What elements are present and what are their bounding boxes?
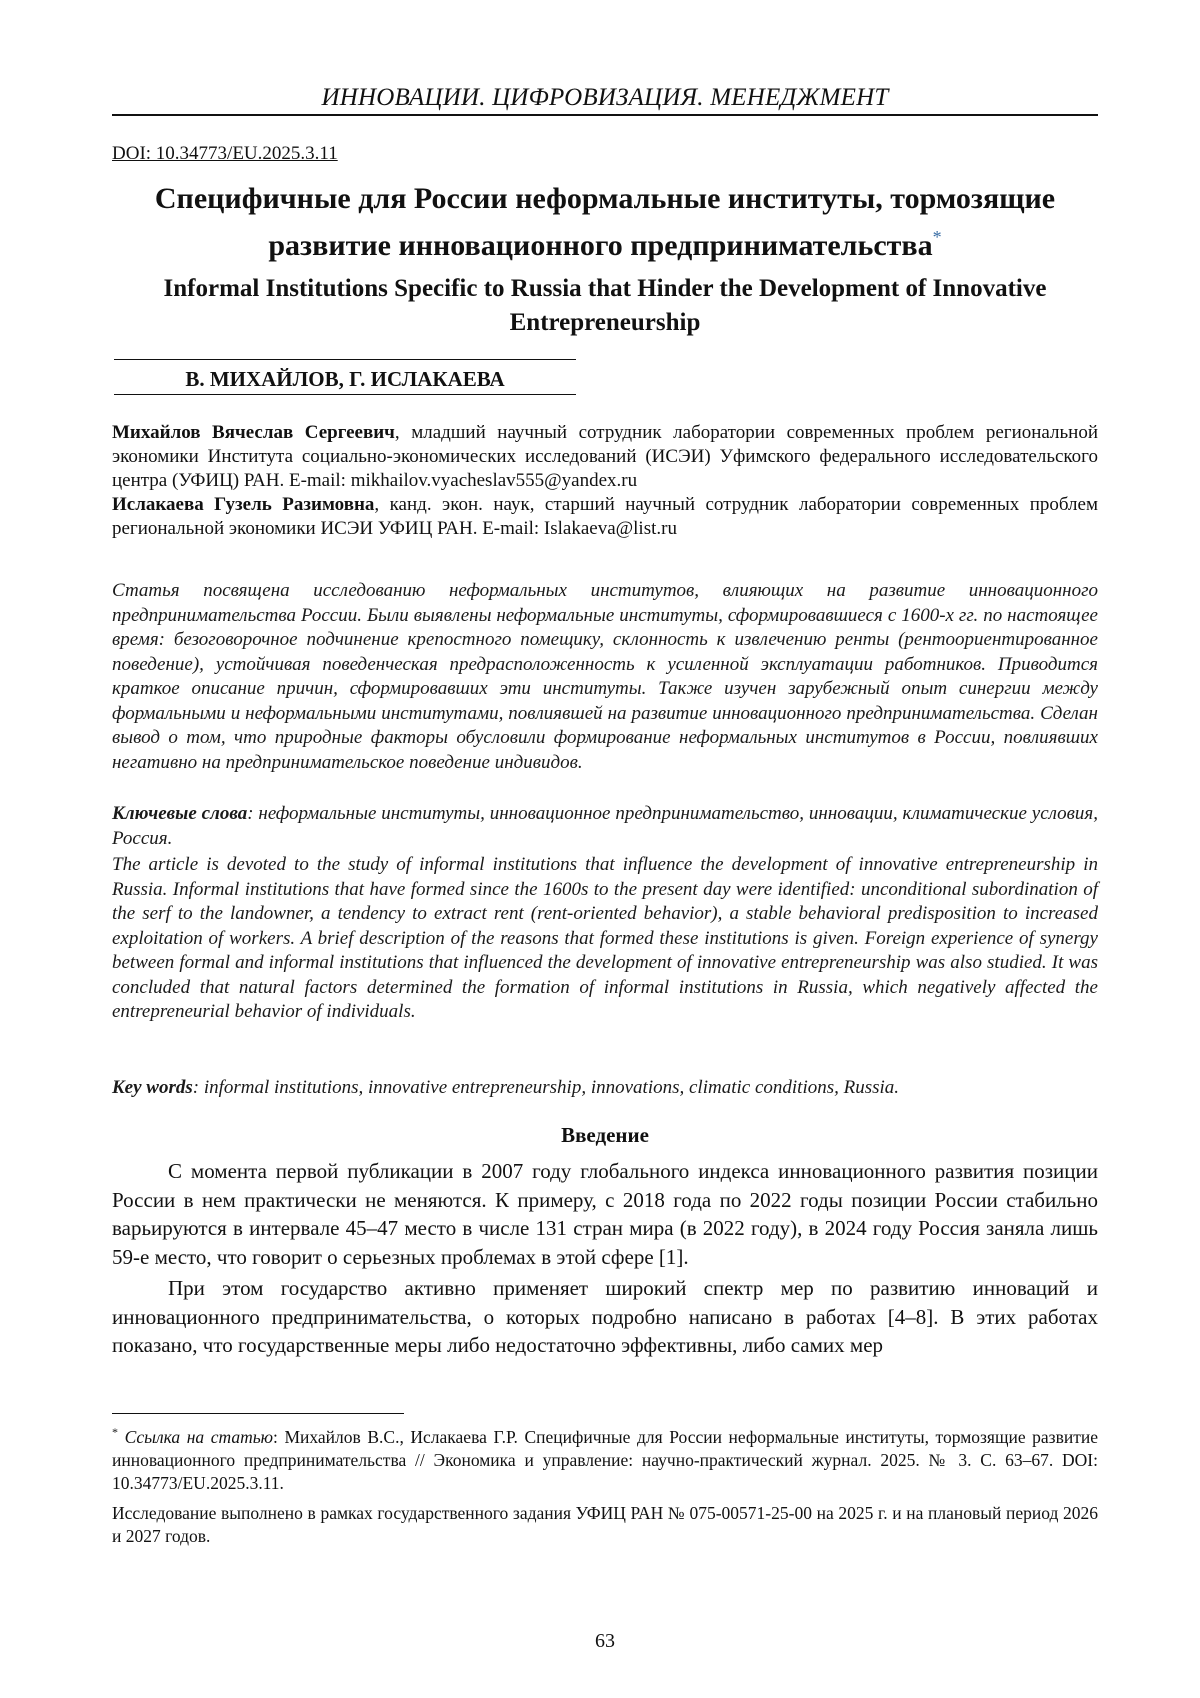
author-name: Михайлов Вячеслав Сергеевич <box>112 422 395 443</box>
title-russian <box>112 180 1098 265</box>
footnote-label: Ссылка на статью <box>124 1427 274 1447</box>
keywords-ru-text: : неформальные институты, инновационное предпринимательство, инновации, климатические условия, Россия. <box>112 803 1098 849</box>
keywords-english <box>112 1076 1098 1101</box>
footnote-mark: * <box>112 1425 118 1439</box>
keywords-en-label: Key words <box>112 1077 193 1098</box>
footnote-rule <box>112 1413 404 1414</box>
affiliation-2 <box>112 493 1098 541</box>
funding-note: Исследование выполнено в рамках государственного задания УФИЦ РАН № 075-00571-25-00 на 2025 г. и на плановый период 2026 и 2027 годов. <box>112 1503 1098 1546</box>
author-details: , младший научный сотрудник лаборатории современных проблем региональной экономики Института социально-экономических исследований (ИСЭИ) Уфимского федерального исследовательского центра (УФИЦ) РАН. E-mail: mikhailov.vyacheslav555@yandex.ru <box>112 422 1098 491</box>
author-name: Ислакаева Гузель Разимовна <box>112 494 375 515</box>
running-head: ИННОВАЦИИ. ЦИФРОВИЗАЦИЯ. МЕНЕДЖМЕНТ <box>321 84 889 111</box>
authors: В. МИХАЙЛОВ, Г. ИСЛАКАЕВА <box>185 367 505 391</box>
keywords-en-text: : informal institutions, innovative entrepreneurship, innovations, climatic conditions, Russia. <box>192 1077 900 1098</box>
title-en-line2: Entrepreneurship <box>509 309 701 336</box>
keywords-ru-label: Ключевые слова <box>112 803 248 824</box>
keywords-russian <box>112 802 1098 851</box>
title-ru-line1: Специфичные для России неформальные институты, тормозящие <box>154 182 1056 215</box>
section-heading: Введение <box>561 1123 649 1147</box>
page-number: 63 <box>595 1630 615 1652</box>
title-english <box>112 272 1098 340</box>
title-footnote-mark[interactable]: * <box>932 227 942 247</box>
abstract-russian: Статья посвящена исследованию неформальных институтов, влияющих на развитие инновационного предпринимательства России. Были выявлены неформальные институты, сформировавшиеся с 1600-х гг. по настоящее время: безоговорочное подчинение крепостного помещику, склонность к извлечению ренты (рентоориентированное поведение), устойчивая поведенческая предрасположенность к усиленной эксплуатации работников. Приводится краткое описание причин, сформировавших эти институты. Также изучен зарубежный опыт синергии между формальными и неформальными институтами, повлиявшей на развитие инновационного предпринимательства. Сделан вывод о том, что природные факторы обусловили формирование неформальных институтов в России, повлиявших негативно на предпринимательское поведение индивидов. <box>112 580 1098 773</box>
author-details: , канд. экон. наук, старший научный сотрудник лаборатории современных проблем региональной экономики ИСЭИ УФИЦ РАН. E-mail: Islakaeva@list.ru <box>112 494 1098 539</box>
body-paragraph: С момента первой публикации в 2007 году глобального индекса инновационного развития позиции России в нем практически не меняются. К примеру, с 2018 года по 2022 годы позиции России стабильно варьируются в интервале 45–47 место в числе 131 стран мира (в 2022 году), в 2024 году Россия заняла лишь 59-е место, что говорит о серьезных проблемах в этой сфере [1]. <box>112 1159 1098 1269</box>
authors-rule-top <box>114 359 576 360</box>
affiliation-1 <box>112 421 1098 493</box>
footnote-text: : Михайлов В.С., Ислакаева Г.Р. Специфичные для России неформальные институты, тормозящие развитие инновационного предпринимательства // Экономика и управление: научно-практический журнал. 2025. № 3. С. 63–67. DOI: 10.34773/EU.2025.3.11. <box>112 1427 1098 1493</box>
doi-link[interactable]: DOI: 10.34773/EU.2025.3.11 <box>112 143 338 164</box>
title-en-line1: Informal Institutions Specific to Russia that Hinder the Development of Innovative <box>163 275 1047 302</box>
body-paragraph: При этом государство активно применяет широкий спектр мер по развитию инноваций и инновационного предпринимательства, о которых подробно написано в работах [4–8]. В этих работах показано, что государственные меры либо недостаточно эффективны, либо самих мер <box>112 1276 1098 1357</box>
title-ru-line2: развитие инновационного предпринимательства <box>268 229 933 262</box>
abstract-english: The article is devoted to the study of informal institutions that influence the development of innovative entrepreneurship in Russia. Informal institutions that have formed since the 1600s to the present day were identified: unconditional subordination of the serf to the landowner, a tendency to extract rent (rent-oriented behavior), a stable behavioral predisposition to increased exploitation of workers. A brief description of the reasons that formed these institutions is given. Foreign experience of synergy between formal and informal institutions that influenced the development of innovative entrepreneurship was also studied. It was concluded that natural factors determined the formation of informal institutions in Russia, which negatively affected the entrepreneurial behavior of individuals. <box>112 854 1098 1022</box>
header-rule <box>112 114 1098 116</box>
footnote-citation <box>112 1421 1098 1495</box>
authors-rule-bottom <box>114 394 576 395</box>
